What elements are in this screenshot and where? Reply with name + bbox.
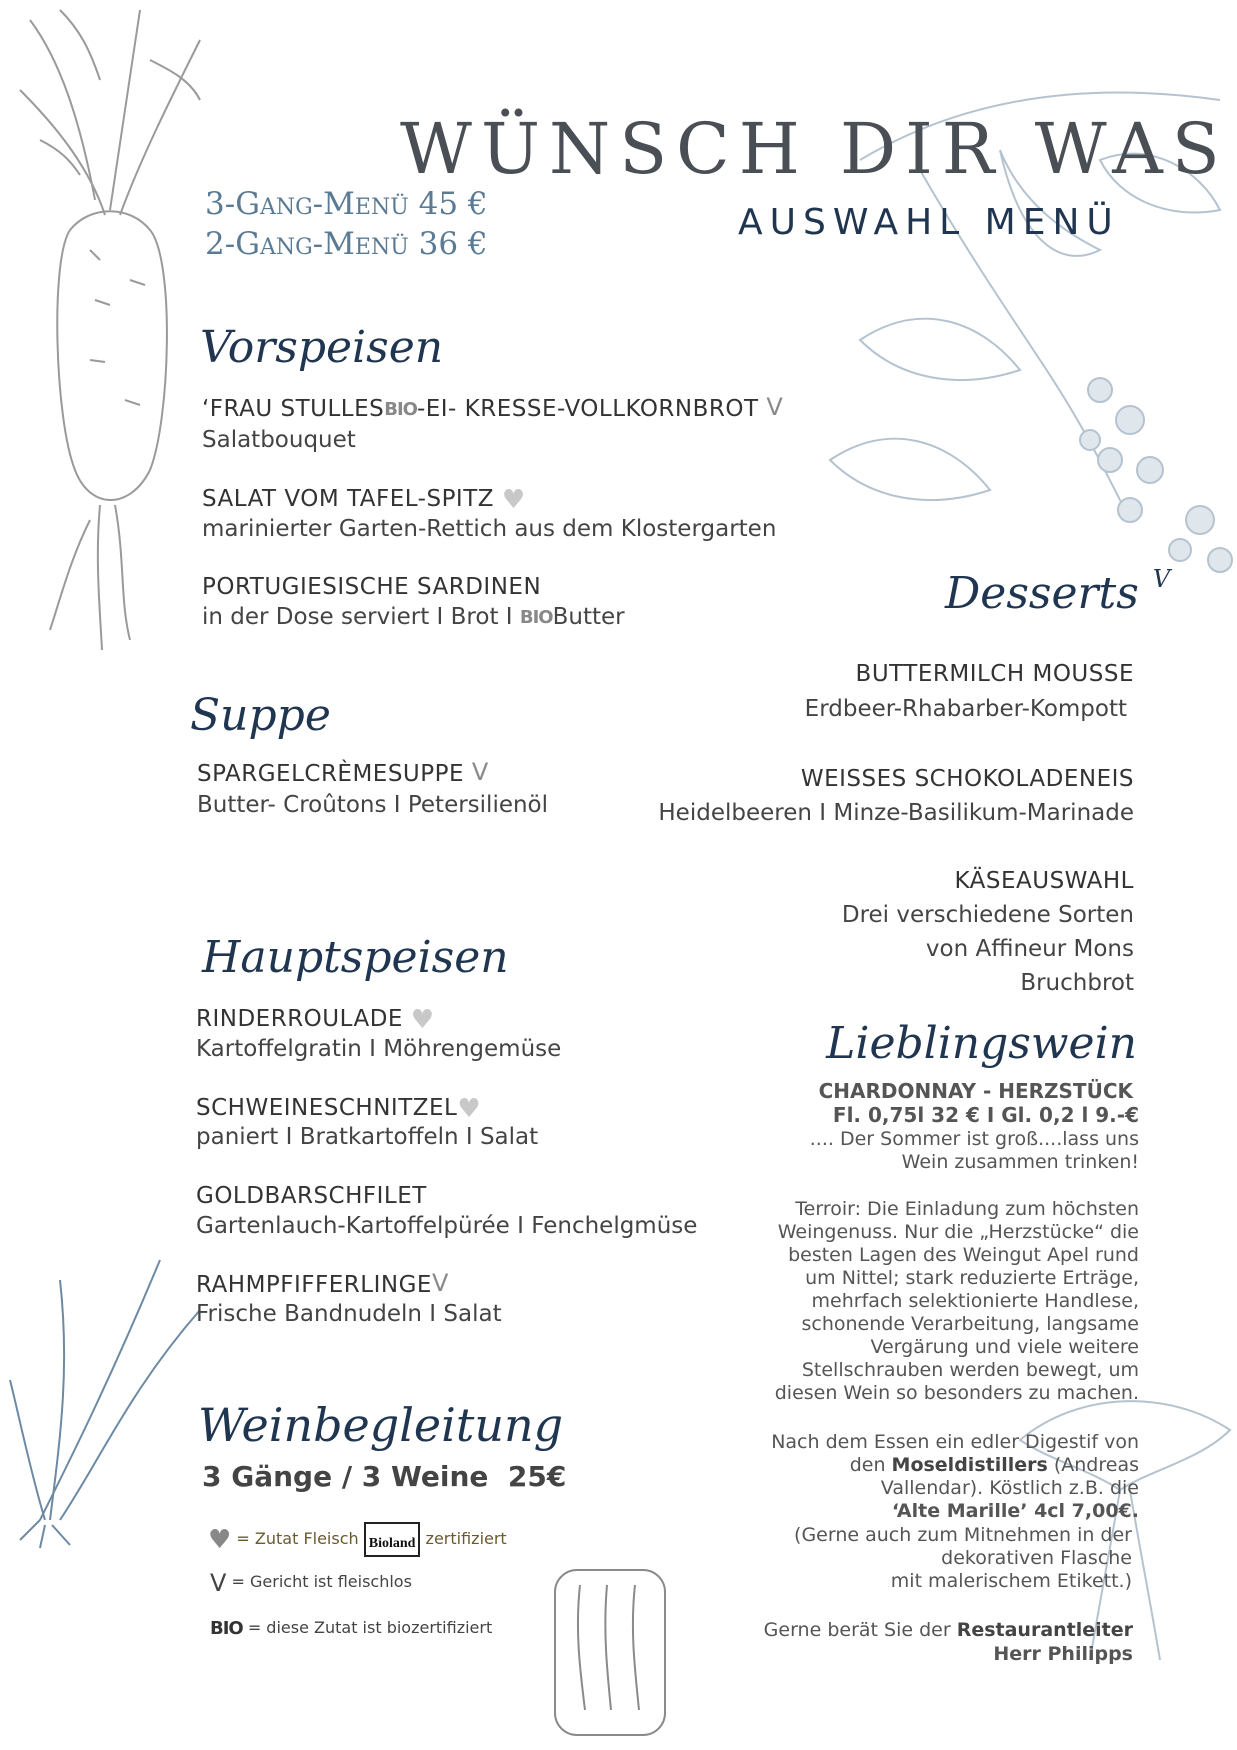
section-heading-suppe: Suppe: [190, 690, 331, 741]
section-heading-weinbegleitung: Weinbegleitung: [198, 1398, 564, 1452]
dish-description: Salatbouquet: [202, 427, 356, 453]
digestif-text: dekorativen Flasche: [941, 1547, 1132, 1569]
legend-vegetarian: V = Gericht ist fleischlos: [210, 1569, 412, 1597]
dish-name: SPARGELCRÈMESUPPE V: [197, 758, 489, 787]
bioland-meat-icon: ♥: [457, 1093, 482, 1124]
vegetarian-icon: V: [431, 1269, 449, 1297]
vegetarian-icon: V: [766, 393, 784, 421]
dish-name: RAHMPFIFFERLINGEV: [196, 1269, 449, 1298]
wine-tagline: .... Der Sommer ist groß....lass uns: [809, 1128, 1139, 1150]
dish-name: GOLDBARSCHFILET: [196, 1183, 427, 1209]
bioland-logo: Bioland: [364, 1522, 421, 1557]
digestif-text: den Moseldistillers (Andreas: [849, 1454, 1139, 1476]
section-heading-hauptspeisen: Hauptspeisen: [202, 932, 509, 983]
legend-meat: ♥ = Zutat Fleisch Bioland zertifiziert: [208, 1522, 507, 1557]
dish-name: KÄSEAUSWAHL: [954, 868, 1134, 894]
dish-description: Bruchbrot: [1020, 970, 1134, 996]
wine-pairing-offer: 3 Gänge / 3 Weine 25€: [202, 1460, 567, 1493]
bio-icon: BIO: [519, 607, 553, 628]
bioland-meat-icon: ♥: [501, 484, 526, 515]
dish-description: von Affineur Mons: [925, 936, 1134, 962]
wine-tagline: Wein zusammen trinken!: [901, 1151, 1139, 1173]
digestif-text: Nach dem Essen ein edler Digestif von: [771, 1431, 1139, 1453]
dish-description: Erdbeer-Rhabarber-Kompott: [804, 696, 1127, 722]
dish-name: BUTTERMILCH MOUSSE: [855, 661, 1134, 687]
dish-name: SCHWEINESCHNITZEL♥: [196, 1093, 482, 1124]
vegetarian-icon: V: [210, 1569, 227, 1597]
advice-name: Herr Philipps: [993, 1643, 1133, 1665]
dish-name: ‘FRAU STULLESBIO-EI- KRESSE-VOLLKORNBROT V: [202, 393, 784, 422]
dish-description: Heidelbeeren I Minze-Basilikum-Marinade: [658, 800, 1134, 826]
advice-text: Gerne berät Sie der Restaurantleiter: [763, 1619, 1133, 1641]
section-heading-vorspeisen: Vorspeisen: [200, 322, 444, 373]
legend-bio: BIO = diese Zutat ist biozertifiziert: [210, 1618, 493, 1639]
bio-icon: BIO: [210, 1618, 243, 1639]
price-3-course: 3-Gang-Menü 45 €: [205, 186, 488, 222]
bioland-meat-icon: ♥: [410, 1004, 435, 1035]
vegetarian-icon: V: [1152, 565, 1171, 593]
price-2-course: 2-Gang-Menü 36 €: [205, 226, 488, 262]
digestif-text: ‘Alte Marille’ 4cl 7,00€.: [891, 1500, 1139, 1522]
digestif-text: (Gerne auch zum Mitnehmen in der: [794, 1524, 1132, 1546]
dish-name: WEISSES SCHOKOLADENEIS: [800, 766, 1134, 792]
dish-description: Kartoffelgratin I Möhrengemüse: [196, 1036, 562, 1062]
bioland-meat-icon: ♥: [208, 1524, 232, 1555]
section-heading-lieblingswein: Lieblingswein: [826, 1018, 1137, 1069]
page-title: WÜNSCH DIR WAS: [400, 108, 1229, 190]
dish-description: Gartenlauch-Kartoffelpürée I Fenchelgmüse: [196, 1213, 698, 1239]
wine-terroir-text: Terroir: Die Einladung zum höchsten Weingenuss. Nur die „Herzstücke“ die besten Lagen des Weingut Apel rund um Nittel; stark reduzierte Erträge, mehrfach selektionierte Handlese, schonende Verarbeitung, langsame Vergärung und viele weitere Stellschrauben werden bewegt, um diesen Wein so besonders zu machen.: [774, 1198, 1139, 1404]
dish-description: Butter- Croûtons I Petersilienöl: [197, 792, 549, 818]
dish-name: PORTUGIESISCHE SARDINEN: [202, 574, 542, 600]
dish-description: in der Dose serviert I Brot I BIOButter: [202, 604, 625, 630]
dish-description: marinierter Garten-Rettich aus dem Klostergarten: [202, 516, 777, 542]
sardine-can-illustration: [545, 1560, 675, 1745]
dish-name: SALAT VOM TAFEL-SPITZ ♥: [202, 484, 526, 515]
page-subtitle: AUSWAHL MENÜ: [738, 202, 1120, 243]
dish-description: Drei verschiedene Sorten: [841, 902, 1134, 928]
dish-description: Frische Bandnudeln I Salat: [196, 1301, 502, 1327]
section-heading-desserts: Desserts V: [945, 565, 1171, 619]
digestif-text: mit malerischem Etikett.): [890, 1570, 1132, 1592]
digestif-text: Vallendar). Köstlich z.B. die: [880, 1477, 1139, 1499]
dish-name: RINDERROULADE ♥: [196, 1004, 435, 1035]
leek-illustration: [0, 1220, 260, 1555]
bio-icon: BIO: [384, 399, 417, 420]
wine-name: CHARDONNAY - HERZSTÜCK: [818, 1079, 1133, 1103]
wine-price: Fl. 0,75l 32 € I Gl. 0,2 l 9.-€: [832, 1103, 1139, 1127]
vegetarian-icon: V: [471, 758, 489, 786]
dish-description: paniert I Bratkartoffeln I Salat: [196, 1124, 539, 1150]
